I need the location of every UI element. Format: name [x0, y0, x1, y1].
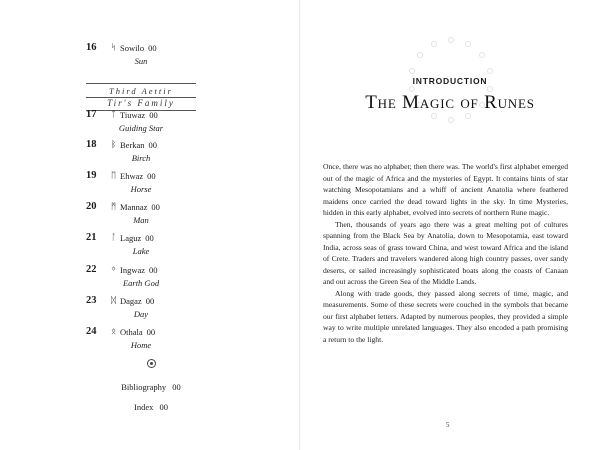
ornament-icon: [147, 359, 156, 368]
toc-entry-meaning: Sun: [134, 56, 148, 66]
toc-entry-meaning: Birch: [131, 153, 151, 163]
toc-entry-number: 16: [86, 42, 97, 53]
wheel-dot-icon: [487, 68, 493, 74]
toc-entry-meaning: Lake: [132, 246, 150, 256]
toc-entry-name: Tiuwaz: [120, 110, 146, 120]
ehwaz-rune-icon: ᛖ: [111, 171, 117, 181]
toc-entry-name: Bibliography: [121, 382, 167, 392]
toc-entry-page: 00: [145, 233, 154, 243]
toc-entry-page: 00: [145, 296, 155, 306]
toc-entry-page: 00: [159, 402, 168, 412]
dagaz-rune-icon: ᛞ: [111, 296, 117, 306]
toc-entry-meaning: Man: [133, 215, 149, 225]
wheel-dot-icon: [417, 52, 423, 58]
toc-entry-number: 21: [86, 232, 97, 243]
othala-rune-icon: ᛟ: [111, 327, 117, 337]
toc-entry-page: 00: [149, 110, 158, 120]
toc-entry-number: 17: [86, 109, 97, 120]
toc-entry-othala[interactable]: [86, 327, 196, 350]
toc-entry-page: 00: [146, 327, 156, 337]
toc-entry-name: Berkan: [120, 140, 145, 150]
tiuwaz-rune-icon: ᛏ: [111, 110, 117, 120]
toc-entry-name: Laguz: [120, 233, 142, 243]
toc-entry-number: 24: [86, 326, 97, 337]
page-number: 5: [446, 421, 450, 429]
toc-entry-meaning: Home: [130, 340, 152, 350]
toc-entry-meaning: Day: [133, 309, 149, 319]
aettir-heading: [86, 83, 196, 111]
toc-entry-ingwaz[interactable]: [86, 265, 196, 288]
paragraph: Along with trade goods, they passed along secrets of time, magic, and measurements. Some of these secrets were couched in the symbols that became our first alphabet letters. Adapted by numerous peoples, they provided a simple way to write multiple unrelated languages. They also encoded a path promising a return to the light.: [323, 288, 568, 344]
toc-entry-meaning: Guiding Star: [118, 123, 164, 133]
toc-entry-page: 00: [151, 202, 160, 212]
toc-entry-mannaz[interactable]: [86, 202, 196, 225]
toc-entry-meaning: Horse: [130, 184, 152, 194]
toc-entry-tiuwaz[interactable]: [86, 110, 196, 133]
ingwaz-rune-icon: ᛜ: [111, 265, 117, 275]
body-text: [323, 161, 568, 345]
toc-entry-meaning: Earth God: [122, 278, 160, 288]
toc-entry-number: 18: [86, 139, 97, 150]
wheel-dot-icon: [431, 41, 437, 47]
wheel-dot-icon: [448, 117, 454, 123]
toc-entry-name: Sowilo: [120, 43, 145, 53]
berkan-rune-icon: ᛒ: [111, 140, 117, 150]
toc-entry-index[interactable]: [86, 402, 216, 412]
toc-entry-laguz[interactable]: [86, 233, 196, 256]
toc-entry-name: Mannaz: [120, 202, 148, 212]
wheel-dot-icon: [448, 37, 454, 43]
divider: [86, 83, 196, 84]
toc-entry-page: 00: [148, 140, 158, 150]
laguz-rune-icon: ᛚ: [111, 233, 117, 243]
sowilo-rune-icon: ᛋ: [111, 43, 117, 53]
wheel-dot-icon: [465, 41, 471, 47]
chapter-eyebrow: INTRODUCTION: [412, 76, 488, 86]
toc-entry-name: Ingwaz: [120, 265, 146, 275]
toc-entry-number: 19: [86, 170, 97, 181]
wheel-dot-icon: [409, 68, 415, 74]
toc-entry-page: 00: [147, 171, 156, 181]
toc-entry-number: 23: [86, 295, 97, 306]
paragraph: Once, there was no alphabet; then there was. The world's first alphabet emerged out of the magic of Africa and the mysteries of Egypt. It contains hints of star watching Mesopotamians and a whiff of ancient Anatolia where feathered maidens once carried the dead toward lights in the sky. In time Mysteries, hidden in this early alphabet, evolved into secrets of northern Rune magic.: [323, 162, 568, 217]
toc-entry-berkan[interactable]: [86, 140, 196, 163]
mannaz-rune-icon: ᛗ: [111, 202, 117, 212]
toc-entry-bibliography[interactable]: [86, 382, 216, 392]
toc-entry-sowilo[interactable]: [86, 43, 196, 66]
toc-entry-page: 00: [149, 265, 158, 275]
toc-entry-name: Index: [134, 402, 154, 412]
aettir-subtitle: Tir's Family: [107, 98, 175, 108]
wheel-dot-icon: [409, 86, 415, 92]
paragraph: Then, thousands of years ago there was a great melting pot of cultures spanning from the Black Sea by Anatolia, down to Mesopotamia, east toward India, across seas of grass toward China, and west toward Africa and the island of Crete. Traders and travelers wandered along high country passes, over sandy deserts, or sailed increasingly sophisticated boats along the coasts of Canaan and out across the Green Sea of the Middle Lands.: [323, 219, 568, 286]
toc-entry-page: 00: [172, 382, 181, 392]
toc-entry-dagaz[interactable]: [86, 296, 196, 319]
toc-entry-page: 00: [148, 43, 157, 53]
toc-entry-number: 20: [86, 201, 97, 212]
toc-entry-ehwaz[interactable]: [86, 171, 196, 194]
aettir-title: Third Aettir: [109, 86, 173, 96]
wheel-dot-icon: [487, 86, 493, 92]
toc-entry-name: Othala: [120, 327, 143, 337]
toc-entry-name: Dagaz: [120, 296, 142, 306]
chapter-title: The Magic of Runes: [365, 92, 535, 113]
wheel-dot-icon: [479, 52, 485, 58]
toc-entry-name: Ehwaz: [120, 171, 144, 181]
toc-entry-number: 22: [86, 264, 97, 275]
